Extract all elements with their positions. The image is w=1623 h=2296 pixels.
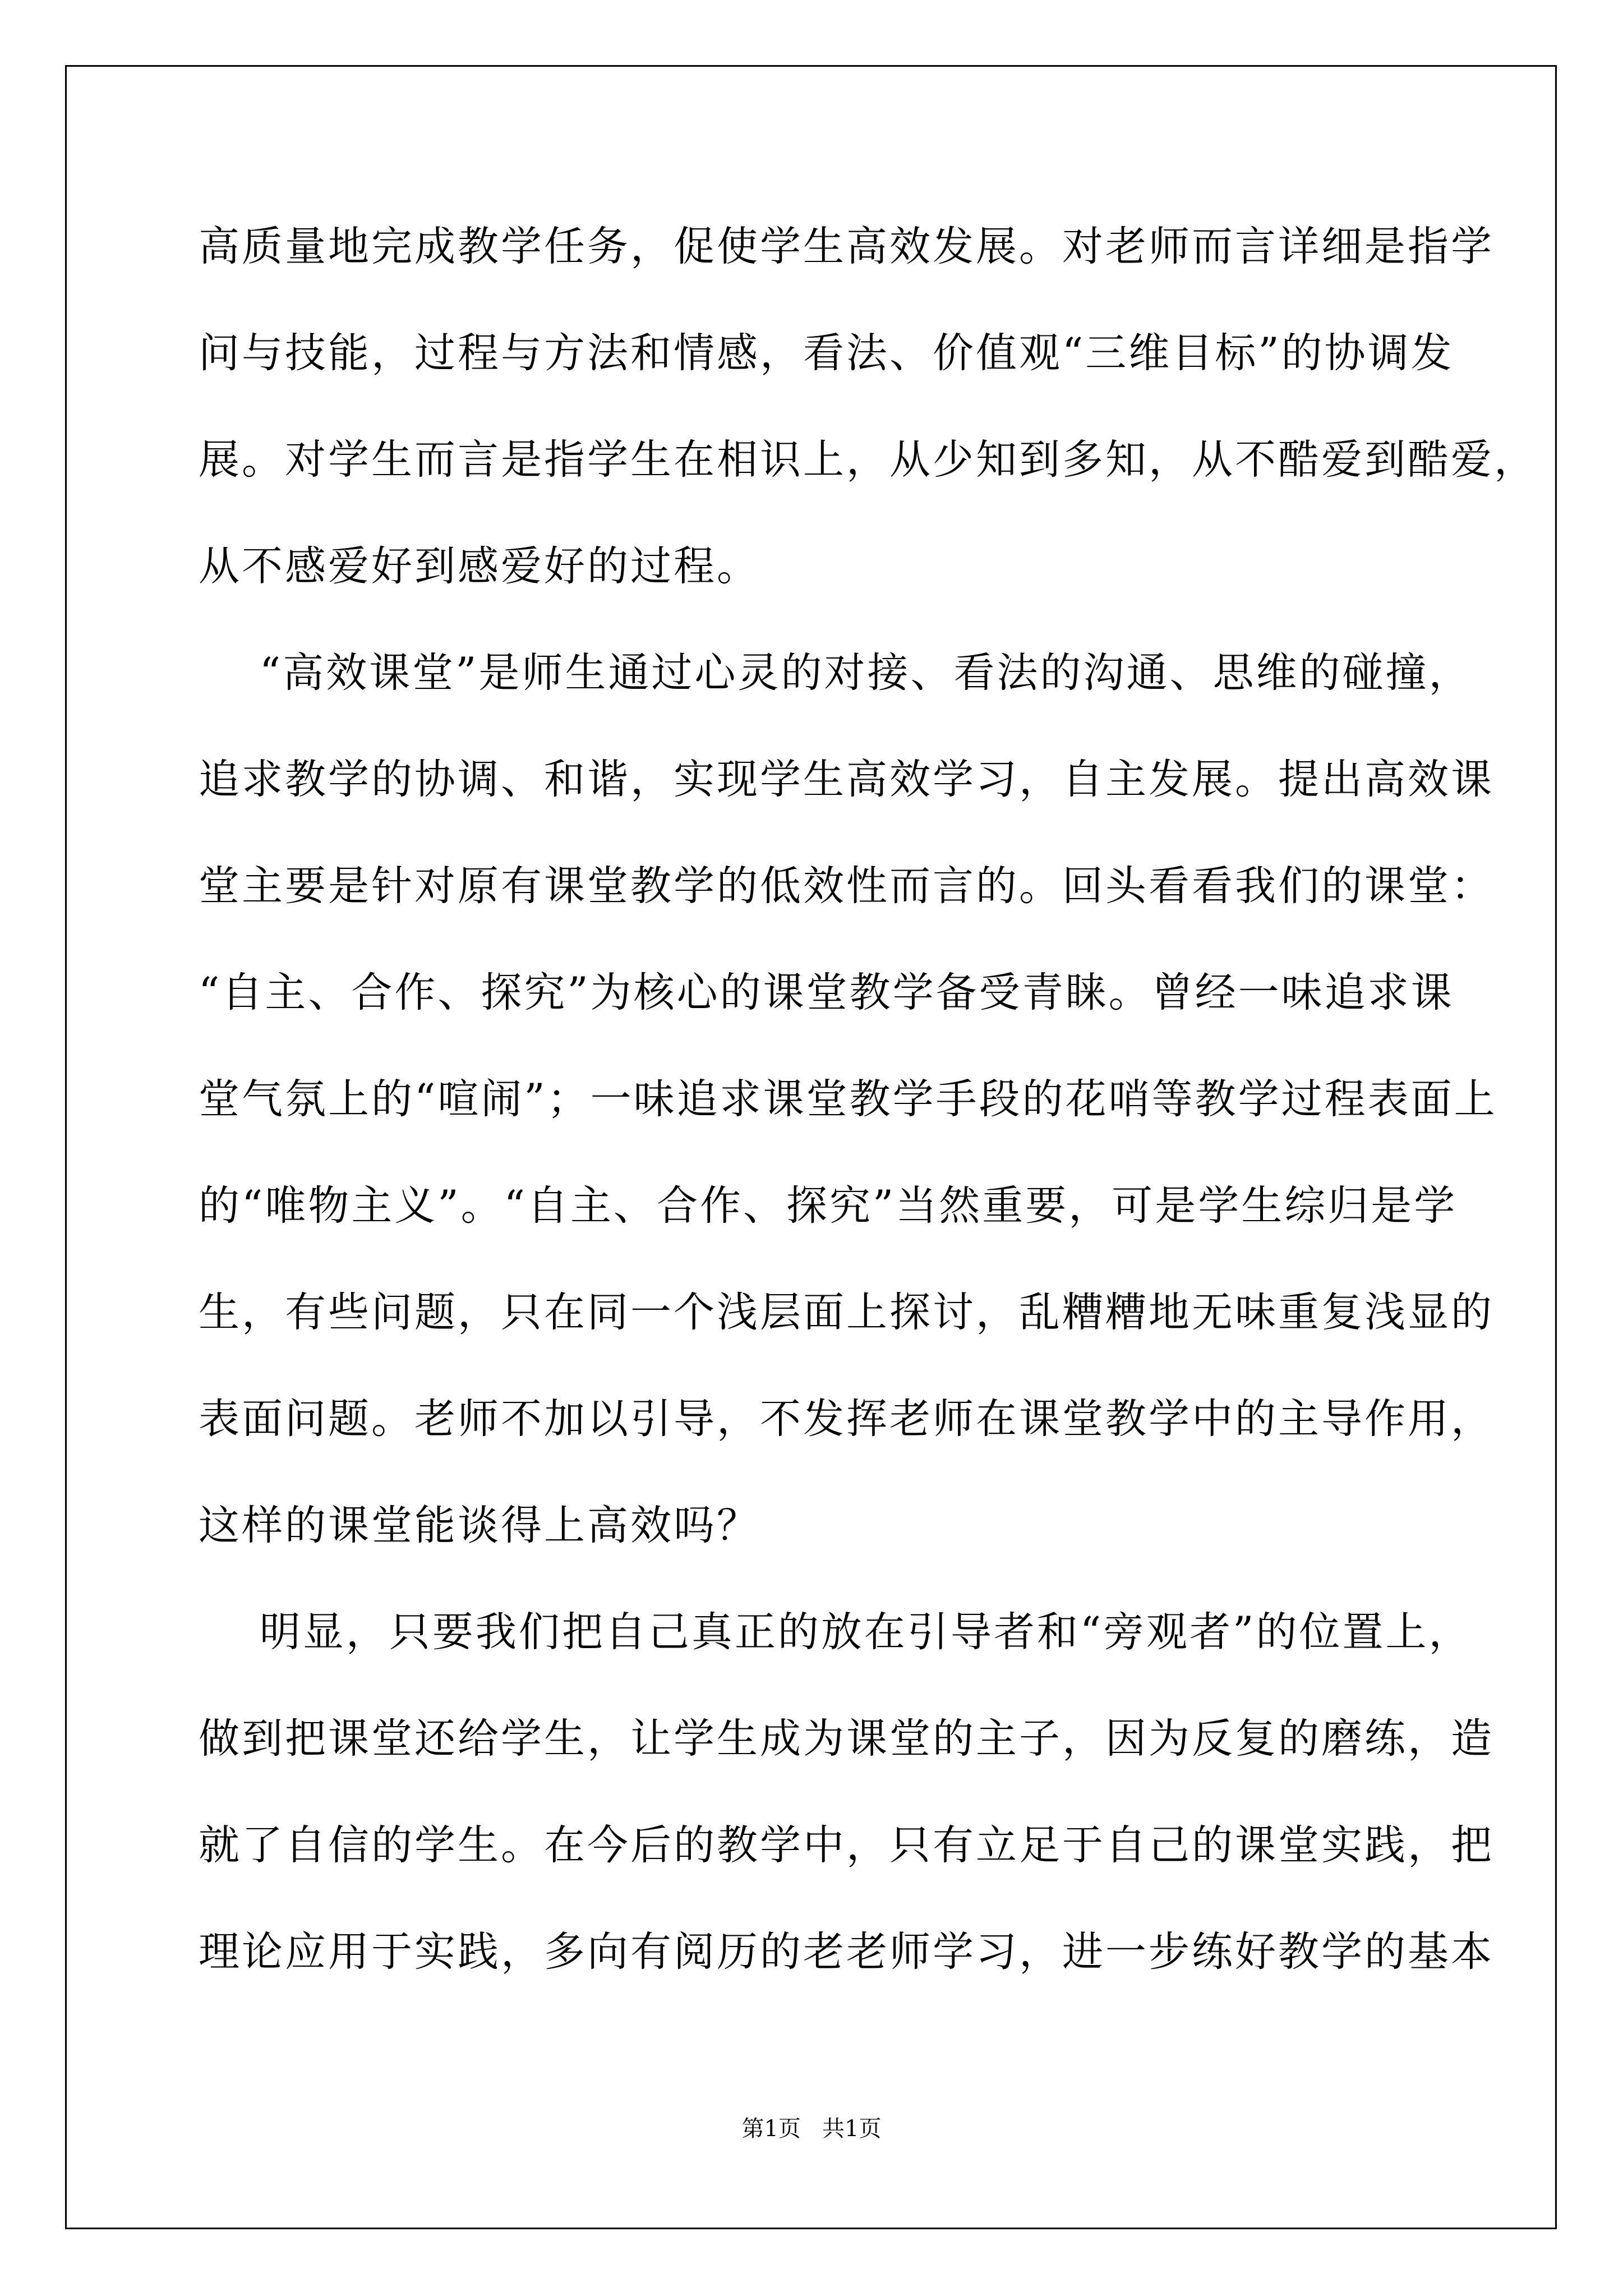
text-line: 生，有些问题，只在同一个浅层面上探讨，乱糟糟地无味重复浅显的 bbox=[199, 1289, 1494, 1336]
text-line: 就了自信的学生。在今后的教学中，只有立足于自己的课堂实践，把 bbox=[199, 1821, 1494, 1869]
paragraph-start-line: 明显，只要我们把自己真正的放在引导者和“旁观者”的位置上， bbox=[199, 1608, 1472, 1656]
text-line: 堂主要是针对原有课堂教学的低效性而言的。回头看看我们的课堂： bbox=[199, 862, 1494, 910]
text-line: 问与技能，过程与方法和情感，看法、价值观“三维目标”的协调发 bbox=[199, 329, 1454, 377]
page-border bbox=[65, 65, 1557, 2229]
page-number-footer: 第1页 共1页 bbox=[741, 2116, 882, 2142]
text-line: 做到把课堂还给学生，让学生成为课堂的主子，因为反复的磨练，造 bbox=[199, 1715, 1494, 1763]
text-line: 高质量地完成教学任务，促使学生高效发展。对老师而言详细是指学 bbox=[199, 223, 1494, 270]
paragraph-start-line: “高效课堂”是师生通过心灵的对接、看法的沟通、思维的碰撞， bbox=[199, 649, 1472, 697]
text-line: “自主、合作、探究”为核心的课堂教学备受青睐。曾经一味追求课 bbox=[199, 969, 1454, 1016]
text-line: 从不感爱好到感爱好的过程。 bbox=[199, 542, 760, 590]
text-line: 展。对学生而言是指学生在相识上，从少知到多知，从不酷爱到酷爱， bbox=[199, 436, 1537, 484]
text-line: 这样的课堂能谈得上高效吗？ bbox=[199, 1502, 760, 1549]
text-line: 表面问题。老师不加以引导，不发挥老师在课堂教学中的主导作用， bbox=[199, 1395, 1494, 1443]
text-line: 堂气氛上的“喧闹”；一味追求课堂教学手段的花哨等教学过程表面上 bbox=[199, 1075, 1497, 1123]
text-line: 追求教学的协调、和谐，实现学生高效学习，自主发展。提出高效课 bbox=[199, 756, 1494, 803]
text-line: 理论应用于实践，多向有阅历的老老师学习，进一步练好教学的基本 bbox=[199, 1928, 1494, 1976]
text-line: 的“唯物主义”。“自主、合作、探究”当然重要，可是学生综归是学 bbox=[199, 1182, 1458, 1230]
